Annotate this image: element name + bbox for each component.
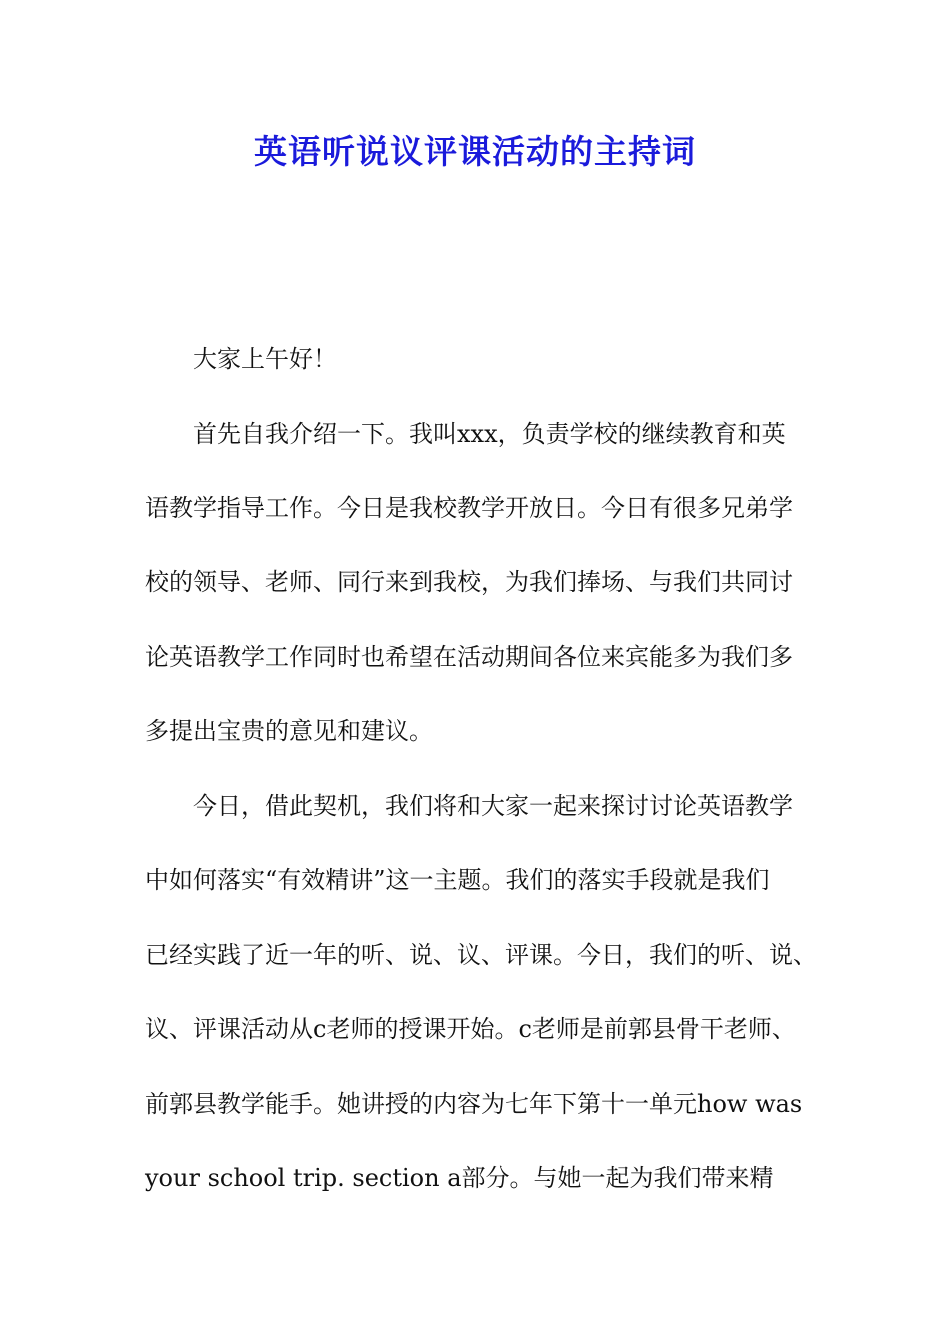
paragraph-line: 已经实践了近一年的听、说、议、评课。今日，我们的听、说、 <box>145 941 817 969</box>
paragraph-line: 首先自我介绍一下。我叫xxx，负责学校的继续教育和英 <box>193 420 786 448</box>
paragraph-line: 前郭县教学能手。她讲授的内容为七年下第十一单元how was <box>145 1090 803 1118</box>
paragraph-line: 论英语教学工作同时也希望在活动期间各位来宾能多为我们多 <box>145 643 793 671</box>
paragraph-line: your school trip. section a部分。与她一起为我们带来精 <box>145 1164 774 1192</box>
paragraph-line: 多提出宝贵的意见和建议。 <box>145 717 433 745</box>
paragraph-line: 语教学指导工作。今日是我校教学开放日。今日有很多兄弟学 <box>145 494 793 522</box>
document-title: 英语听说议评课活动的主持词 <box>254 132 696 171</box>
paragraph-line: 校的领导、老师、同行来到我校，为我们捧场、与我们共同讨 <box>145 568 793 596</box>
paragraph-line: 中如何落实“有效精讲”这一主题。我们的落实手段就是我们 <box>145 866 770 894</box>
greeting-line: 大家上午好！ <box>193 345 337 373</box>
paragraph-line: 议、评课活动从c老师的授课开始。c老师是前郭县骨干老师、 <box>145 1015 796 1043</box>
paragraph-line: 今日，借此契机，我们将和大家一起来探讨讨论英语教学 <box>193 792 793 820</box>
